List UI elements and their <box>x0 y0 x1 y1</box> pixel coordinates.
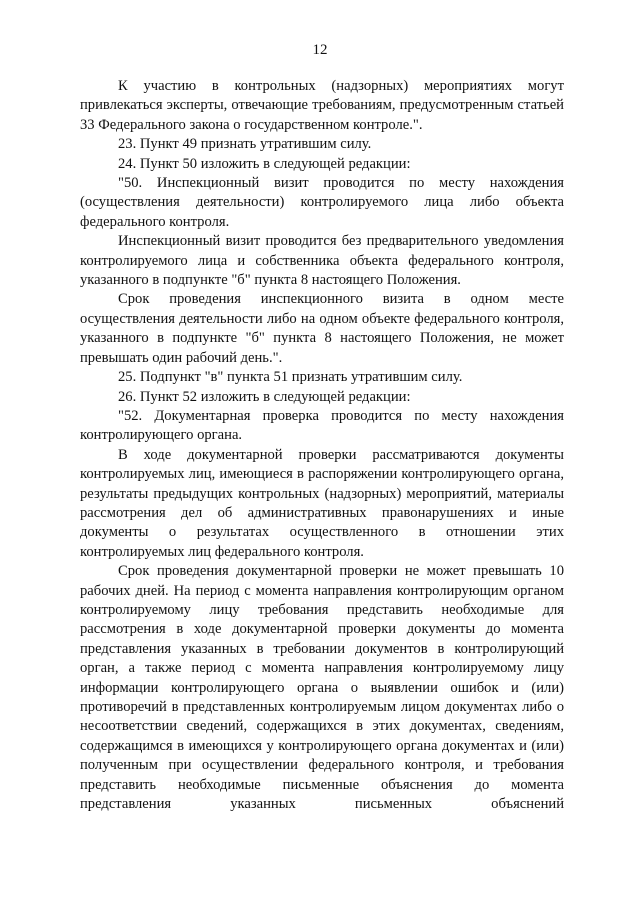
page-number: 12 <box>312 42 328 58</box>
paragraph-item-25: 25. Подпункт "в" пункта 51 признать утратившим силу. <box>118 369 463 386</box>
paragraph-inspection-term: Срок проведения инспекционного визита в одном месте осуществления деятельности либо на одном объекте федерального контроля, указанного в подпункте "б" пункта 8 настоящего Положения, не может превышать один рабочий день.". <box>80 291 564 366</box>
paragraph-item-26: 26. Пункт 52 изложить в следующей редакции: <box>118 388 411 405</box>
document-body <box>80 77 564 814</box>
paragraph-documentary-term: Срок проведения документарной проверки не может превышать 10 рабочих дней. На период с момента направления контролирующим органом контролируемому лицу требования представить необходимые для рассмотрения в ходе документарной проверки документы до момента представления указанных в требовании документов в контролирующий орган, а также период с момента направления контролируемому лицу информации контролирующего органа о выявлении ошибок и (или) противоречий в представленных контролируемым лицом документах либо о несоответствии сведений, содержащихся в этих документах, сведениям, содержащимся в имеющихся у контролирующего органа документах и (или) полученным при осуществлении федерального контроля, и требования представить необходимые письменные объяснения до момента представления указанных письменных объяснений <box>80 563 564 813</box>
paragraph-item-24: 24. Пункт 50 изложить в следующей редакции: <box>118 155 411 172</box>
paragraph-item-23: 23. Пункт 49 признать утратившим силу. <box>118 136 372 153</box>
paragraph-experts: К участию в контрольных (надзорных) мероприятиях могут привлекаться эксперты, отвечающие требованиям, предусмотренным статьей 33 Федерального закона о государственном контроле.". <box>80 78 564 133</box>
paragraph-point-52: "52. Документарная проверка проводится по месту нахождения контролирующего органа. <box>80 407 564 444</box>
paragraph-point-50: "50. Инспекционный визит проводится по месту нахождения (осуществления деятельности) контролируемого лица либо объекта федерального контроля. <box>80 175 564 230</box>
paragraph-documents-reviewed: В ходе документарной проверки рассматриваются документы контролируемых лиц, имеющиеся в распоряжении контролирующего органа, результаты предыдущих контрольных (надзорных) мероприятий, материалы рассмотрения дел об административных правонарушениях и иные документы о результатах осуществленного в отношении этих контролируемых лиц федерального контроля. <box>80 446 564 560</box>
paragraph-inspection-notice: Инспекционный визит проводится без предварительного уведомления контролируемого лица и собственника объекта федерального контроля, указанного в подпункте "б" пункта 8 настоящего Положения. <box>80 233 564 289</box>
